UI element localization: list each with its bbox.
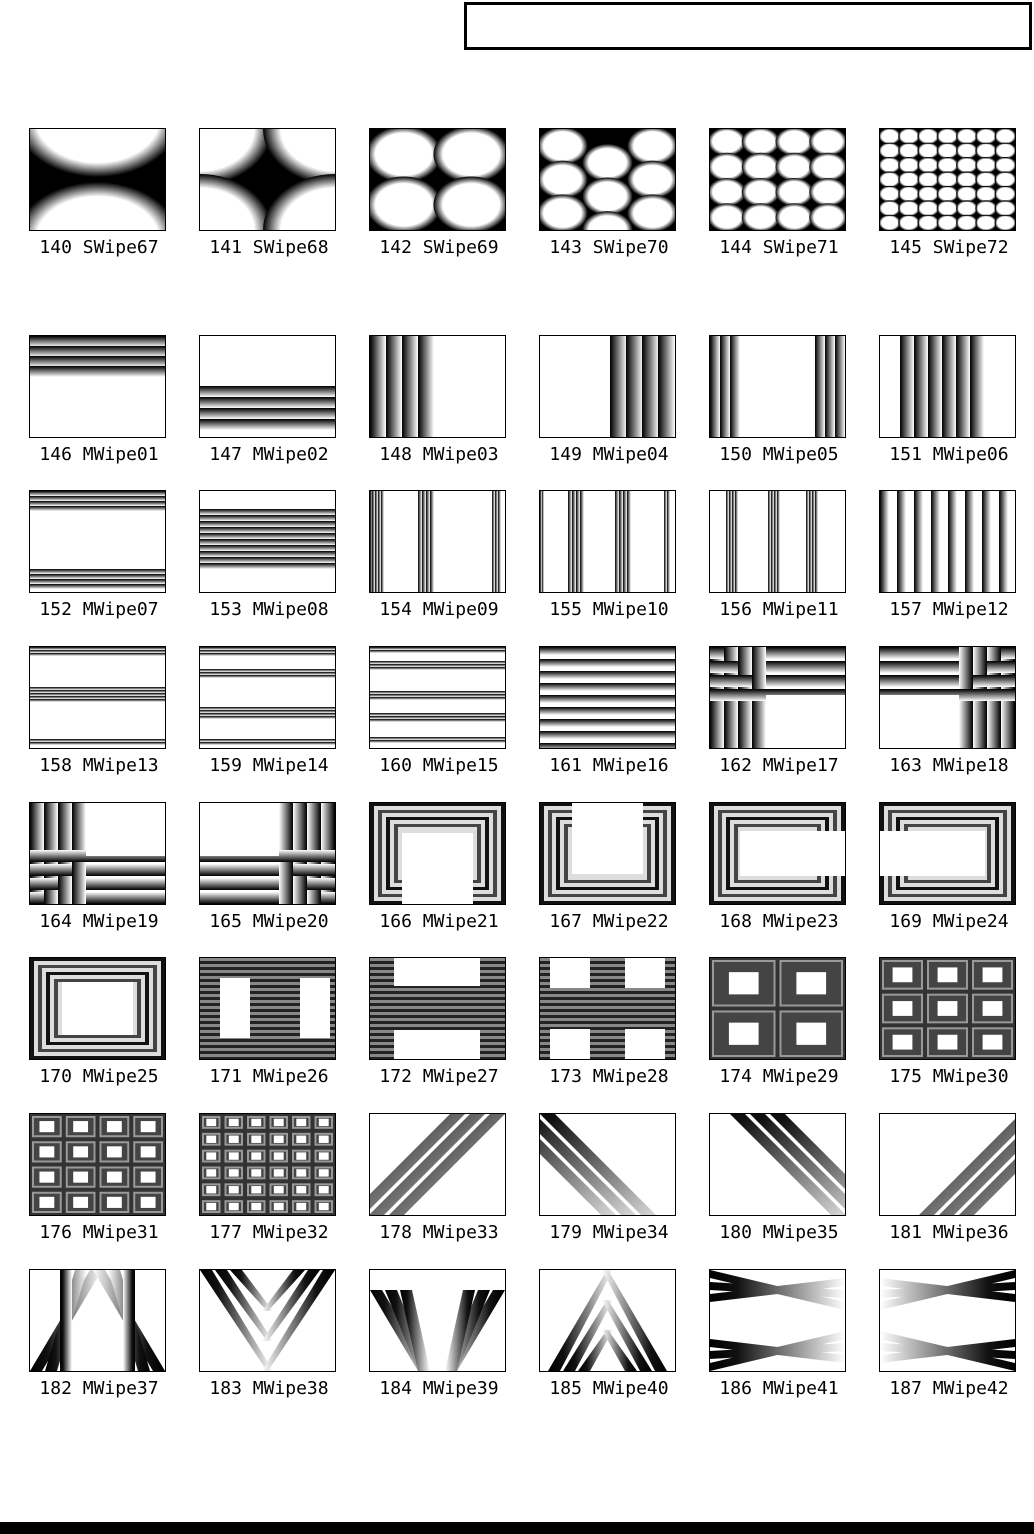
wipe-label: 176 MWipe31 [39,1222,159,1243]
wipe-pattern-graphic [880,803,1015,904]
wipe-pattern-graphic [540,958,675,1059]
wipe-thumbnail [29,1113,166,1216]
wipe-pattern-graphic [30,129,165,230]
wipe-pattern-graphic [200,491,335,592]
wipe-pattern-graphic [540,129,675,230]
wipe-pattern-graphic [880,958,1015,1059]
wipe-pattern-graphic [200,1114,335,1215]
wipe-thumbnail [539,128,676,231]
wipe-label: 155 MWipe10 [549,599,669,620]
wipe-thumbnail [369,1113,506,1216]
wipe-label: 177 MWipe32 [209,1222,329,1243]
wipe-thumbnail [539,1113,676,1216]
wipe-thumbnail [709,1113,846,1216]
wipe-thumbnail [879,646,1016,749]
wipe-label: 164 MWipe19 [39,911,159,932]
wipe-label: 149 MWipe04 [549,444,669,465]
wipe-pattern-graphic [540,647,675,748]
wipe-pattern-graphic [710,336,845,437]
wipe-label: 172 MWipe27 [379,1066,499,1087]
wipe-pattern-graphic [710,1114,845,1215]
wipe-label: 165 MWipe20 [209,911,329,932]
wipe-label: 166 MWipe21 [379,911,499,932]
wipe-label: 143 SWipe70 [549,237,669,258]
wipe-label: 146 MWipe01 [39,444,159,465]
wipe-thumbnail [709,335,846,438]
wipe-label: 150 MWipe05 [719,444,839,465]
wipe-thumbnail [879,335,1016,438]
wipe-thumbnail [709,490,846,593]
wipe-label: 144 SWipe71 [719,237,839,258]
wipe-pattern-graphic [30,647,165,748]
wipe-thumbnail [29,335,166,438]
wipe-pattern-graphic [370,803,505,904]
wipe-label: 160 MWipe15 [379,755,499,776]
wipe-label: 183 MWipe38 [209,1378,329,1399]
wipe-label: 186 MWipe41 [719,1378,839,1399]
wipe-label: 159 MWipe14 [209,755,329,776]
wipe-thumbnail [199,957,336,1060]
wipe-pattern-graphic [370,1270,505,1371]
wipe-pattern-graphic [880,129,1015,230]
wipe-thumbnail [199,802,336,905]
wipe-label: 185 MWipe40 [549,1378,669,1399]
wipe-thumbnail [29,957,166,1060]
wipe-thumbnail [199,1113,336,1216]
wipe-pattern-graphic [710,129,845,230]
footer-bar [0,1522,1034,1534]
wipe-pattern-graphic [710,647,845,748]
wipe-pattern-graphic [540,1270,675,1371]
wipe-label: 187 MWipe42 [889,1378,1009,1399]
header-box [464,2,1032,50]
wipe-pattern-graphic [200,1270,335,1371]
wipe-label: 158 MWipe13 [39,755,159,776]
wipe-thumbnail [709,646,846,749]
wipe-pattern-graphic [540,491,675,592]
wipe-label: 140 SWipe67 [39,237,159,258]
wipe-label: 175 MWipe30 [889,1066,1009,1087]
wipe-pattern-graphic [200,336,335,437]
wipe-thumbnail [29,490,166,593]
wipe-pattern-graphic [30,1114,165,1215]
wipe-pattern-graphic [30,803,165,904]
wipe-thumbnail [369,128,506,231]
wipe-label: 154 MWipe09 [379,599,499,620]
wipe-thumbnail [199,1269,336,1372]
wipe-thumbnail [199,646,336,749]
wipe-pattern-graphic [370,491,505,592]
wipe-label: 182 MWipe37 [39,1378,159,1399]
wipe-thumbnail [879,1113,1016,1216]
wipe-thumbnail [199,128,336,231]
wipe-label: 174 MWipe29 [719,1066,839,1087]
wipe-label: 184 MWipe39 [379,1378,499,1399]
wipe-thumbnail [369,335,506,438]
wipe-label: 178 MWipe33 [379,1222,499,1243]
wipe-thumbnail [369,802,506,905]
wipe-pattern-graphic [200,803,335,904]
wipe-thumbnail [369,1269,506,1372]
wipe-pattern-graphic [710,803,845,904]
wipe-thumbnail [879,957,1016,1060]
wipe-label: 147 MWipe02 [209,444,329,465]
wipe-label: 151 MWipe06 [889,444,1009,465]
wipe-label: 163 MWipe18 [889,755,1009,776]
wipe-label: 157 MWipe12 [889,599,1009,620]
wipe-thumbnail [29,1269,166,1372]
wipe-label: 167 MWipe22 [549,911,669,932]
wipe-pattern-graphic [30,336,165,437]
wipe-label: 148 MWipe03 [379,444,499,465]
wipe-pattern-graphic [200,958,335,1059]
wipe-thumbnail [29,802,166,905]
wipe-pattern-graphic [540,803,675,904]
wipe-thumbnail [879,128,1016,231]
wipe-pattern-graphic [30,491,165,592]
wipe-label: 180 MWipe35 [719,1222,839,1243]
wipe-label: 173 MWipe28 [549,1066,669,1087]
wipe-thumbnail [369,490,506,593]
wipe-thumbnail [539,490,676,593]
wipe-thumbnail [709,128,846,231]
wipe-label: 141 SWipe68 [209,237,329,258]
wipe-pattern-graphic [30,1270,165,1371]
wipe-thumbnail [709,957,846,1060]
wipe-pattern-graphic [880,647,1015,748]
wipe-thumbnail [879,802,1016,905]
wipe-pattern-graphic [880,1114,1015,1215]
wipe-pattern-graphic [880,336,1015,437]
wipe-thumbnail [539,646,676,749]
wipe-label: 161 MWipe16 [549,755,669,776]
wipe-thumbnail [369,957,506,1060]
wipe-label: 179 MWipe34 [549,1222,669,1243]
wipe-label: 168 MWipe23 [719,911,839,932]
wipe-pattern-graphic [370,129,505,230]
wipe-thumbnail [199,490,336,593]
wipe-pattern-graphic [200,129,335,230]
wipe-thumbnail [29,128,166,231]
wipe-label: 162 MWipe17 [719,755,839,776]
wipe-label: 156 MWipe11 [719,599,839,620]
wipe-pattern-graphic [880,1270,1015,1371]
wipe-pattern-graphic [370,1114,505,1215]
wipe-pattern-graphic [710,491,845,592]
wipe-thumbnail [539,335,676,438]
wipe-thumbnail [199,335,336,438]
wipe-label: 153 MWipe08 [209,599,329,620]
wipe-pattern-graphic [30,958,165,1059]
wipe-thumbnail [539,802,676,905]
wipe-thumbnail [879,1269,1016,1372]
wipe-pattern-graphic [540,336,675,437]
wipe-pattern-graphic [880,491,1015,592]
wipe-pattern-graphic [710,1270,845,1371]
wipe-thumbnail [709,1269,846,1372]
wipe-pattern-graphic [540,1114,675,1215]
wipe-label: 169 MWipe24 [889,911,1009,932]
wipe-label: 152 MWipe07 [39,599,159,620]
wipe-label: 181 MWipe36 [889,1222,1009,1243]
wipe-label: 171 MWipe26 [209,1066,329,1087]
wipe-thumbnail [879,490,1016,593]
wipe-pattern-graphic [370,336,505,437]
wipe-pattern-graphic [200,647,335,748]
wipe-pattern-graphic [370,958,505,1059]
wipe-label: 145 SWipe72 [889,237,1009,258]
wipe-pattern-graphic [370,647,505,748]
wipe-thumbnail [29,646,166,749]
wipe-thumbnail [539,957,676,1060]
wipe-label: 142 SWipe69 [379,237,499,258]
wipe-pattern-graphic [710,958,845,1059]
wipe-thumbnail [709,802,846,905]
wipe-label: 170 MWipe25 [39,1066,159,1087]
wipe-thumbnail [369,646,506,749]
wipe-thumbnail [539,1269,676,1372]
